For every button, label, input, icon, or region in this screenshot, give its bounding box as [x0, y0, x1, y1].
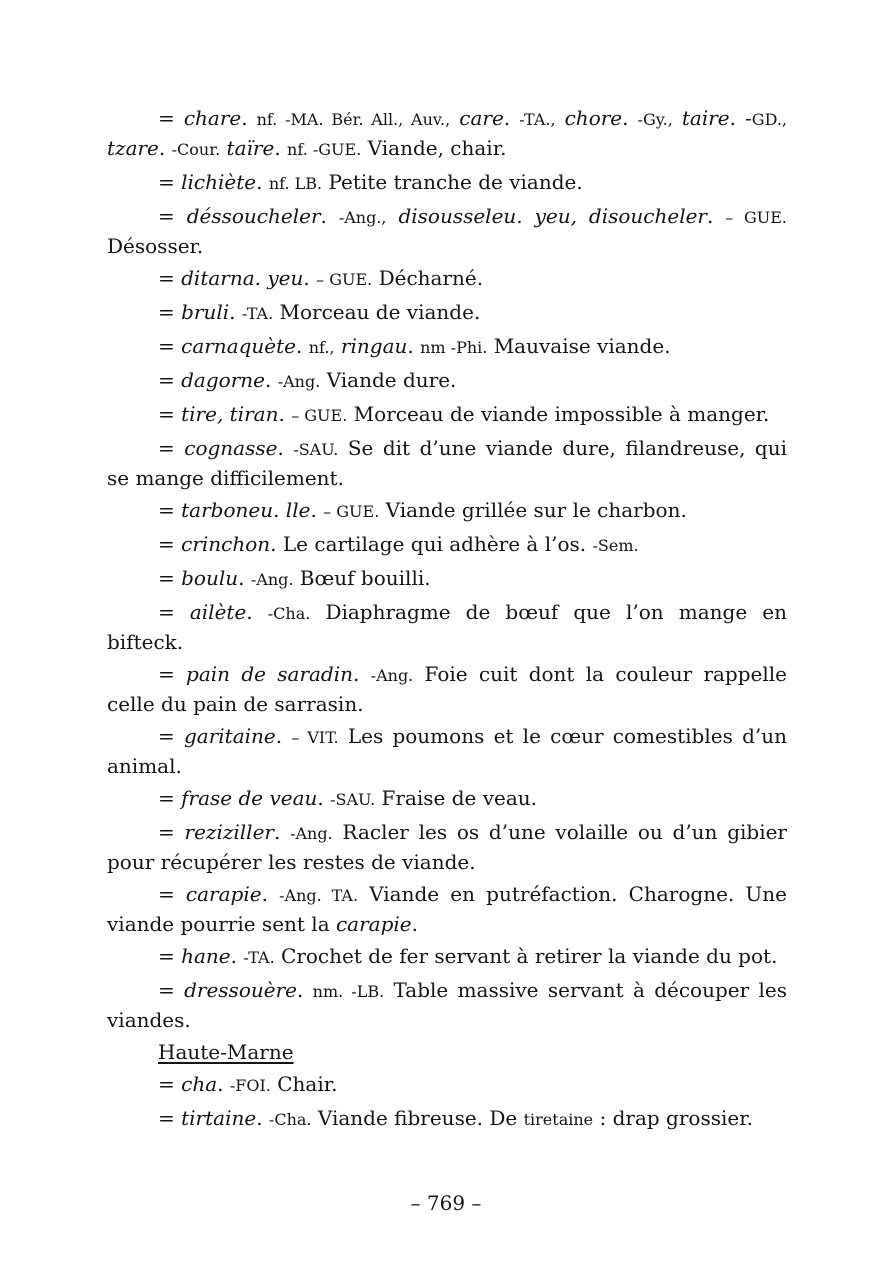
- entry-text: =: [158, 600, 190, 624]
- source-abbreviation: nm. -LB.: [312, 982, 385, 1001]
- entry-text: Viande grillée sur le charbon.: [379, 498, 687, 522]
- source-abbreviation: -TA.: [243, 948, 275, 967]
- headword: tzare: [107, 136, 159, 160]
- glossary-entry: [107, 942, 787, 972]
- entry-text: Morceau de viande impossible à manger.: [347, 402, 770, 426]
- entry-text: .: [277, 436, 294, 460]
- source-abbreviation: tiretaine: [523, 1110, 594, 1129]
- entry-text: [387, 204, 399, 228]
- entry-text: =: [158, 436, 185, 460]
- headword: cognasse: [184, 436, 278, 460]
- headword: garitaine: [184, 724, 276, 748]
- entry-text: =: [158, 402, 182, 426]
- entry-text: .: [274, 136, 288, 160]
- entry-text: Table massive servant à découper les viandes.: [107, 978, 787, 1032]
- source-abbreviation: -FOI.: [229, 1076, 271, 1095]
- source-abbreviation: – GUE.: [725, 208, 787, 227]
- entry-text: Bœuf bouilli.: [293, 566, 431, 590]
- section-heading: [107, 1038, 787, 1066]
- headword: care: [459, 106, 504, 130]
- source-abbreviation: -TA.: [241, 304, 274, 323]
- headword: disousseleu. yeu, disoucheler: [398, 204, 707, 228]
- entry-text: =: [158, 662, 187, 686]
- source-abbreviation: – VIT.: [291, 728, 339, 747]
- entry-text: =: [158, 1072, 182, 1096]
- entry-text: .: [353, 662, 371, 686]
- glossary-entry: [107, 530, 787, 560]
- glossary-entry: [107, 976, 787, 1034]
- document-body: [107, 104, 787, 1134]
- entry-text: Petite tranche de viande.: [322, 170, 583, 194]
- glossary-entry: [107, 168, 787, 198]
- entry-text: [556, 106, 565, 130]
- entry-text: =: [158, 566, 182, 590]
- headword: carapie: [185, 882, 262, 906]
- entry-text: =: [158, 724, 184, 748]
- headword: tirtaine: [181, 1106, 257, 1130]
- source-abbreviation: -Cour.: [171, 140, 221, 159]
- entry-text: . -: [729, 106, 752, 130]
- entry-text: Racler les os d’une volaille ou d’un gibier pour récupérer les restes de viande.: [107, 820, 787, 874]
- entry-text: .: [296, 334, 309, 358]
- entry-text: [450, 106, 459, 130]
- source-abbreviation: -Gy.,: [637, 110, 673, 129]
- entry-text: .: [503, 106, 520, 130]
- entry-text: .: [320, 204, 339, 228]
- headword: bruli: [181, 300, 230, 324]
- entry-text: =: [158, 204, 187, 228]
- entry-text: Foie cuit dont la couleur rappelle celle du pain de sarrasin.: [107, 662, 787, 716]
- entry-text: Crochet de fer servant à retirer la viande du pot.: [274, 944, 778, 968]
- entry-text: [673, 106, 682, 130]
- entry-text: .: [303, 266, 317, 290]
- headword: carnaquète: [181, 334, 297, 358]
- headword: carapie: [335, 912, 412, 936]
- glossary-entry: [107, 660, 787, 718]
- entry-text: =: [158, 532, 182, 556]
- entry-text: Mauvaise viande.: [487, 334, 671, 358]
- entry-text: Diaphragme de bœuf que l’on mange en bifteck.: [107, 600, 787, 654]
- glossary-entry: [107, 564, 787, 594]
- glossary-entry: [107, 202, 787, 260]
- entry-text: .: [230, 944, 244, 968]
- entry-text: . Le cartilage qui adhère à l’os.: [270, 532, 593, 556]
- headword: taïre: [226, 136, 275, 160]
- headword: tire, tiran: [181, 402, 279, 426]
- glossary-entry: [107, 434, 787, 492]
- source-abbreviation: -Cha.: [267, 604, 311, 623]
- entry-text: .: [229, 300, 242, 324]
- headword: lichiète: [181, 170, 257, 194]
- entry-text: Décharné.: [372, 266, 484, 290]
- headword: déssoucheler: [186, 204, 321, 228]
- entry-text: Morceau de viande.: [273, 300, 481, 324]
- entry-text: : drap grossier.: [593, 1106, 753, 1130]
- glossary-entry: [107, 784, 787, 814]
- source-abbreviation: nf. -MA. Bér. All., Auv.,: [256, 110, 451, 129]
- entry-text: .: [256, 1106, 269, 1130]
- entry-text: Désosser.: [107, 234, 204, 258]
- headword: dagorne: [181, 368, 265, 392]
- headword: dressouère: [184, 978, 297, 1002]
- entry-text: =: [158, 944, 182, 968]
- entry-text: .: [261, 882, 280, 906]
- glossary-entry: [107, 366, 787, 396]
- entry-text: .: [317, 786, 331, 810]
- entry-text: =: [158, 882, 186, 906]
- entry-text: Chair.: [270, 1072, 338, 1096]
- entry-text: .: [264, 368, 278, 392]
- source-abbreviation: -Ang.: [277, 372, 321, 391]
- source-abbreviation: -Ang. TA.: [279, 886, 359, 905]
- glossary-entry: [107, 598, 787, 656]
- entry-text: =: [158, 368, 182, 392]
- entry-text: Fraise de veau.: [375, 786, 538, 810]
- source-abbreviation: nf. -GUE.: [287, 140, 362, 159]
- entry-text: Viande en putréfaction. Charogne. Une viande pourrie sent la: [107, 882, 787, 936]
- entry-text: =: [158, 334, 182, 358]
- entry-text: =: [158, 786, 182, 810]
- headword: ailète: [189, 600, 247, 624]
- entry-text: Viande fibreuse. De: [311, 1106, 524, 1130]
- glossary-entry: [107, 496, 787, 526]
- source-abbreviation: -Ang.,: [338, 208, 387, 227]
- glossary-entry: [107, 880, 787, 938]
- entry-text: .: [256, 170, 269, 194]
- entry-text: Haute-Marne: [158, 1040, 294, 1064]
- source-abbreviation: -Ang.: [370, 666, 414, 685]
- entry-text: =: [158, 266, 182, 290]
- entry-text: .: [707, 204, 726, 228]
- glossary-entry: [107, 1104, 787, 1134]
- headword: hane: [181, 944, 231, 968]
- source-abbreviation: -TA.,: [519, 110, 556, 129]
- entry-text: .: [310, 498, 324, 522]
- source-abbreviation: nf.,: [308, 338, 335, 357]
- glossary-entry: [107, 298, 787, 328]
- entry-text: .: [158, 136, 172, 160]
- entry-text: .: [278, 402, 292, 426]
- headword: crinchon: [181, 532, 271, 556]
- source-abbreviation: -Cha.: [268, 1110, 312, 1129]
- glossary-entry: [107, 332, 787, 362]
- headword: ditarna. yeu: [181, 266, 304, 290]
- entry-text: =: [158, 1106, 182, 1130]
- entry-text: .: [238, 566, 251, 590]
- headword: taire: [681, 106, 730, 130]
- entry-text: =: [158, 498, 182, 522]
- entry-text: .: [217, 1072, 230, 1096]
- glossary-entry: [107, 400, 787, 430]
- headword: cha: [181, 1072, 218, 1096]
- source-abbreviation: -Ang.: [250, 570, 294, 589]
- entry-text: .: [273, 820, 291, 844]
- source-abbreviation: GD.,: [751, 110, 788, 129]
- glossary-entry: [107, 1070, 787, 1100]
- source-abbreviation: nm -Phi.: [420, 338, 488, 357]
- page-number: – 769 –: [410, 1191, 482, 1215]
- entry-text: Viande, chair.: [361, 136, 507, 160]
- entry-text: =: [158, 300, 182, 324]
- entry-text: .: [246, 600, 268, 624]
- source-abbreviation: -Sem.: [592, 536, 639, 555]
- glossary-entry: [107, 818, 787, 876]
- headword: chare: [183, 106, 242, 130]
- glossary-entry: [107, 722, 787, 780]
- source-abbreviation: -Ang.: [290, 824, 333, 843]
- entry-text: Viande dure.: [320, 368, 457, 392]
- glossary-entry: [107, 104, 787, 164]
- entry-text: =: [158, 106, 184, 130]
- entry-text: .: [411, 912, 418, 936]
- source-abbreviation: -SAU.: [330, 790, 376, 809]
- headword: ringau: [340, 334, 408, 358]
- headword: reziziller: [184, 820, 274, 844]
- entry-text: .: [407, 334, 421, 358]
- headword: tarboneu. lle: [181, 498, 311, 522]
- headword: pain de saradin: [186, 662, 354, 686]
- entry-text: =: [158, 820, 185, 844]
- entry-text: .: [296, 978, 313, 1002]
- entry-text: Se dit d’une viande dure, filandreuse, qui se mange difficilement.: [107, 436, 787, 490]
- entry-text: Les poumons et le cœur comestibles d’un animal.: [107, 724, 787, 778]
- headword: chore: [564, 106, 623, 130]
- entry-text: =: [158, 978, 185, 1002]
- source-abbreviation: nf. LB.: [268, 174, 323, 193]
- headword: boulu: [181, 566, 239, 590]
- source-abbreviation: -SAU.: [293, 440, 339, 459]
- headword: frase de veau: [181, 786, 318, 810]
- glossary-entry: [107, 264, 787, 294]
- entry-text: =: [158, 170, 182, 194]
- source-abbreviation: – GUE.: [316, 270, 373, 289]
- entry-text: .: [622, 106, 638, 130]
- source-abbreviation: – GUE.: [323, 502, 380, 521]
- entry-text: .: [241, 106, 257, 130]
- entry-text: .: [275, 724, 292, 748]
- source-abbreviation: – GUE.: [291, 406, 348, 425]
